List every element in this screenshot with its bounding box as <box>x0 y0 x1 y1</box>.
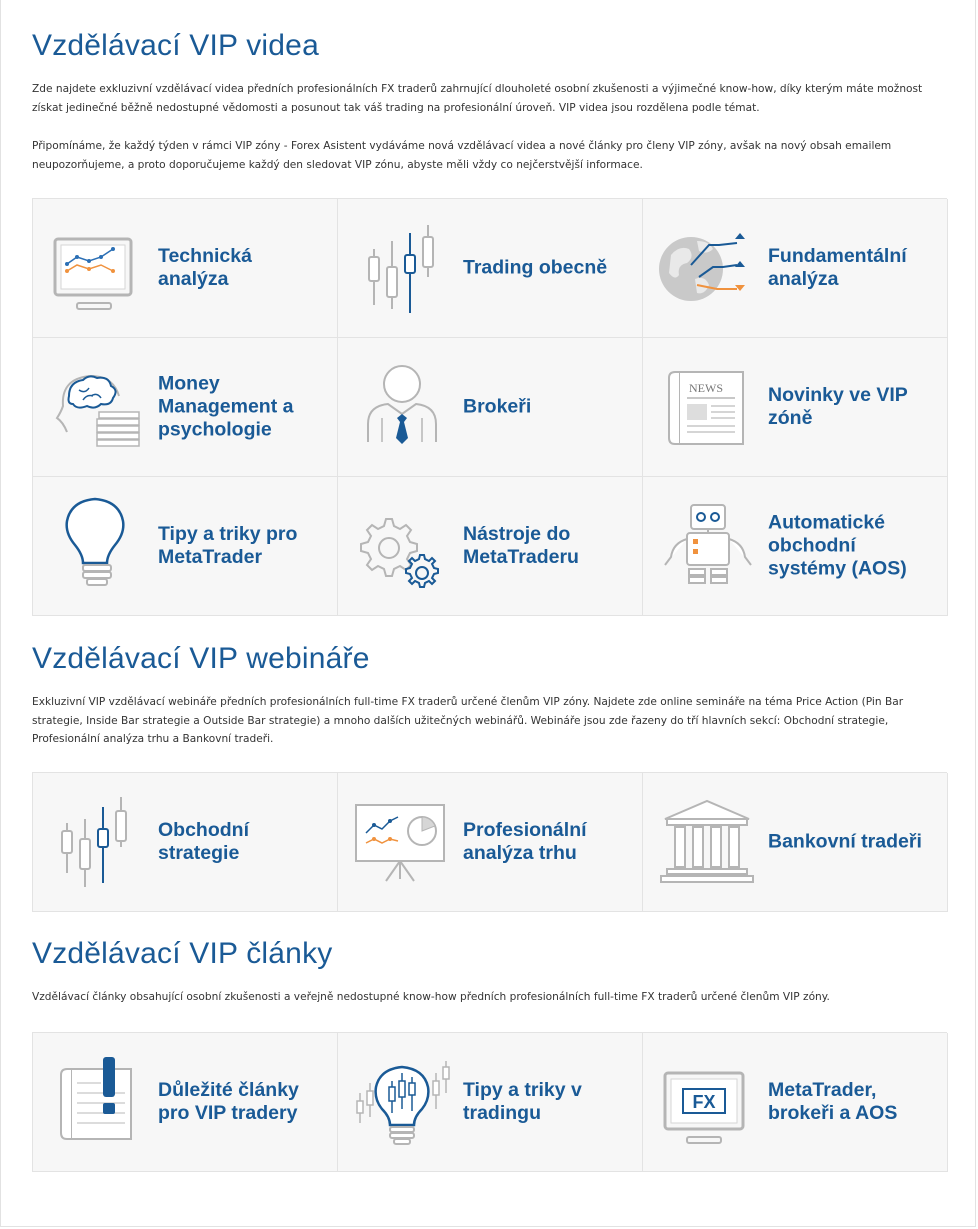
globe-arrows-icon <box>657 219 757 319</box>
presentation-board-icon <box>352 793 452 893</box>
tile-label: Profesionální analýza trhu <box>463 819 587 864</box>
webinars-intro: Exkluzivní VIP vzdělávací webináře předních profesionálních full-time FX traderů určené členům VIP zóny. Najdete zde online semináře na téma Price Action (Pin Bar strategie, Inside Bar strategie a Outside Bar strategie) a mnoho dalších užitečných webinářů. Webináře jsou zde řazeny do tří hlavních sekcí: Obchodní strategie, Profesionální analýza trhu a Bankovní tradeři. <box>32 696 904 745</box>
tile-profesionalni-analyza[interactable] <box>338 773 643 912</box>
tile-label: Fundamentální analýza <box>768 245 907 290</box>
broker-person-icon <box>352 358 452 458</box>
fx-monitor-icon <box>657 1053 757 1153</box>
articles-grid <box>32 1032 947 1172</box>
brain-money-icon <box>47 358 147 458</box>
tile-label: Money Management a psychologie <box>158 372 294 441</box>
articles-title: Vzdělávací VIP články <box>32 937 333 970</box>
bank-icon <box>657 793 757 893</box>
candlestick-icon <box>352 219 452 319</box>
gears-icon <box>352 497 452 597</box>
newspaper-icon <box>657 358 757 458</box>
webinars-title: Vzdělávací VIP webináře <box>32 642 370 675</box>
videos-grid <box>32 198 947 616</box>
monitor-chart-icon <box>47 219 147 319</box>
tile-label: Nástroje do MetaTraderu <box>463 523 579 568</box>
candlestick-icon <box>47 793 147 893</box>
tile-label: Automatické obchodní systémy (AOS) <box>768 511 907 580</box>
tile-dulezite-clanky[interactable] <box>33 1033 338 1172</box>
tile-metatrader-brokeri-aos[interactable] <box>643 1033 948 1172</box>
lightbulb-icon <box>47 497 147 597</box>
tile-obchodni-strategie[interactable] <box>33 773 338 912</box>
articles-intro: Vzdělávací články obsahující osobní zkušenosti a veřejně nedostupné know-how předních profesionálních full-time FX traderů určené členům VIP zóny. <box>32 991 830 1003</box>
tile-label: Tipy a triky v tradingu <box>463 1079 582 1124</box>
fx-text: FX <box>692 1092 716 1112</box>
bulb-candles-icon <box>352 1053 452 1153</box>
tile-technicka-analyza[interactable] <box>33 199 338 338</box>
tile-label: MetaTrader, brokeři a AOS <box>768 1079 898 1124</box>
tile-label: Brokeři <box>463 395 532 418</box>
tile-label: Důležité články pro VIP tradery <box>158 1079 299 1124</box>
news-exclamation-icon <box>47 1053 147 1153</box>
tile-aos[interactable] <box>643 477 948 616</box>
tile-brokeri[interactable] <box>338 338 643 477</box>
tile-money-management[interactable] <box>33 338 338 477</box>
videos-title: Vzdělávací VIP videa <box>32 29 319 62</box>
news-text: NEWS <box>689 381 723 395</box>
tile-tipy-metatrader[interactable] <box>33 477 338 616</box>
tile-nastroje[interactable] <box>338 477 643 616</box>
videos-intro-2: Připomínáme, že každý týden v rámci VIP zóny - Forex Asistent vydáváme nová vzdělávací videa a nové články pro členy VIP zóny, avšak na nový obsah emailem neupozorňujeme, a proto doporučujeme každý den sledovat VIP zónu, abyste měli vždy co nejčerstvější informace. <box>32 140 892 171</box>
tile-label: Bankovní tradeři <box>768 830 922 853</box>
tile-label: Technická analýza <box>158 245 252 290</box>
tile-tipy-tradingu[interactable] <box>338 1033 643 1172</box>
webinars-grid <box>32 772 947 912</box>
tile-trading-obecne[interactable] <box>338 199 643 338</box>
tile-label: Tipy a triky pro MetaTrader <box>158 523 298 568</box>
tile-novinky[interactable] <box>643 338 948 477</box>
tile-bankovni-tradeři[interactable] <box>643 773 948 912</box>
videos-intro-1: Zde najdete exkluzivní vzdělávací videa předních profesionálních FX traderů zahrnující dlouholeté osobní zkušenosti a výjimečné know-how, díky kterým máte možnost získat jedinečné běžně nedostupné vědomosti a posunout tak váš trading na profesionální úroveň. VIP videa jsou rozdělena podle témat. <box>32 83 923 114</box>
tile-label: Novinky ve VIP zóně <box>768 384 908 429</box>
tile-label: Trading obecně <box>463 256 608 279</box>
robot-icon <box>657 497 757 597</box>
tile-label: Obchodní strategie <box>158 819 249 864</box>
tile-fundamentalni-analyza[interactable] <box>643 199 948 338</box>
